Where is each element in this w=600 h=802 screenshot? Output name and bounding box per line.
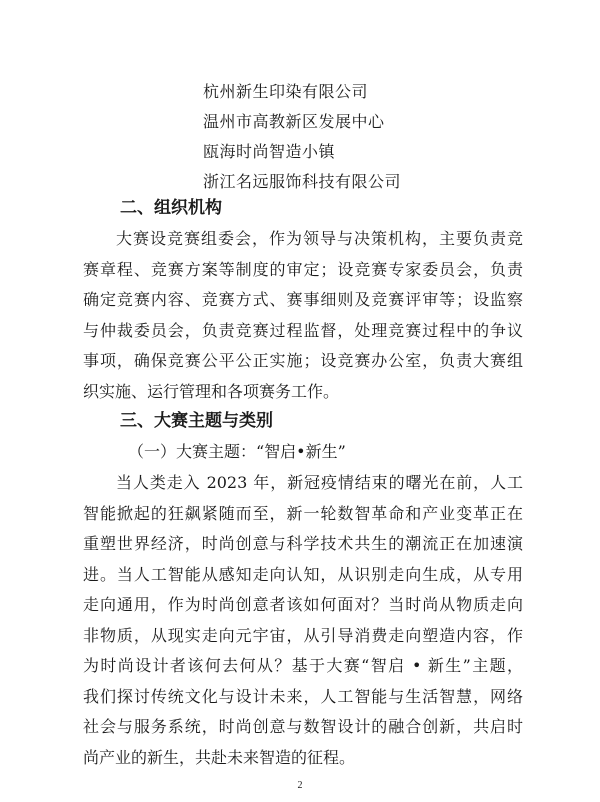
organization-name: 温州市高教新区发展中心: [203, 112, 385, 131]
paragraph-line: 与仲裁委员会，负责竞赛过程监督，处理竞赛过程中的争议: [83, 320, 523, 340]
subsection-heading-theme: （一）大赛主题：“智启•新生”: [128, 442, 346, 461]
paragraph-line: 重塑世界经济，时尚创意与科学技术共生的潮流正在加速演: [83, 534, 523, 553]
organization-name: 浙江名远服饰科技有限公司: [203, 172, 402, 191]
paragraph-theme: [83, 468, 523, 773]
section-heading-theme: 三、大赛主题与类别: [120, 411, 273, 431]
paragraph-line: 大赛设竞赛组委会，作为领导与决策机构，主要负责竞: [116, 229, 523, 248]
section-heading-organization: 二、组织机构: [120, 198, 222, 218]
paragraph-line: 进。当人工智能从感知走向认知，从识别走向生成，从专用: [83, 564, 523, 584]
paragraph-line: 赛章程、竞赛方案等制度的审定；设竞赛专家委员会，负责: [83, 259, 523, 279]
paragraph-line: 智能掀起的狂飙紧随而至，新一轮数智革命和产业变革正在: [83, 503, 523, 523]
paragraph-line: 为时尚设计者该何去何从？基于大赛“智启 • 新生”主题，: [83, 656, 523, 675]
paragraph-line: 事项，确保竞赛公平公正实施；设竞赛办公室，负责大赛组: [83, 351, 523, 370]
organization-name: 杭州新生印染有限公司: [203, 82, 369, 101]
organization-list: [203, 77, 401, 197]
paragraph-line: 当人类走入 2023 年，新冠疫情结束的曙光在前，人工: [116, 473, 523, 492]
organization-name: 瓯海时尚智造小镇: [203, 142, 336, 161]
paragraph-line: 尚产业的新生，共赴未来智造的征程。: [83, 747, 356, 767]
paragraph-line: 织实施、运行管理和各项赛务工作。: [83, 381, 340, 401]
paragraph-line: 走向通用，作为时尚创意者该如何面对？当时尚从物质走向: [83, 595, 523, 614]
paragraph-line: 非物质，从现实走向元宇宙，从引导消费走向塑造内容，作: [83, 625, 523, 645]
paragraph-organization: [83, 224, 523, 407]
paragraph-line: 社会与服务系统，时尚创意与数智设计的融合创新，共启时: [83, 717, 523, 736]
paragraph-line: 确定竞赛内容、竞赛方式、赛事细则及竞赛评审等；设监察: [83, 290, 523, 309]
paragraph-line: 我们探讨传统文化与设计未来，人工智能与生活智慧，网络: [83, 686, 523, 706]
page-number: 2: [297, 780, 303, 791]
